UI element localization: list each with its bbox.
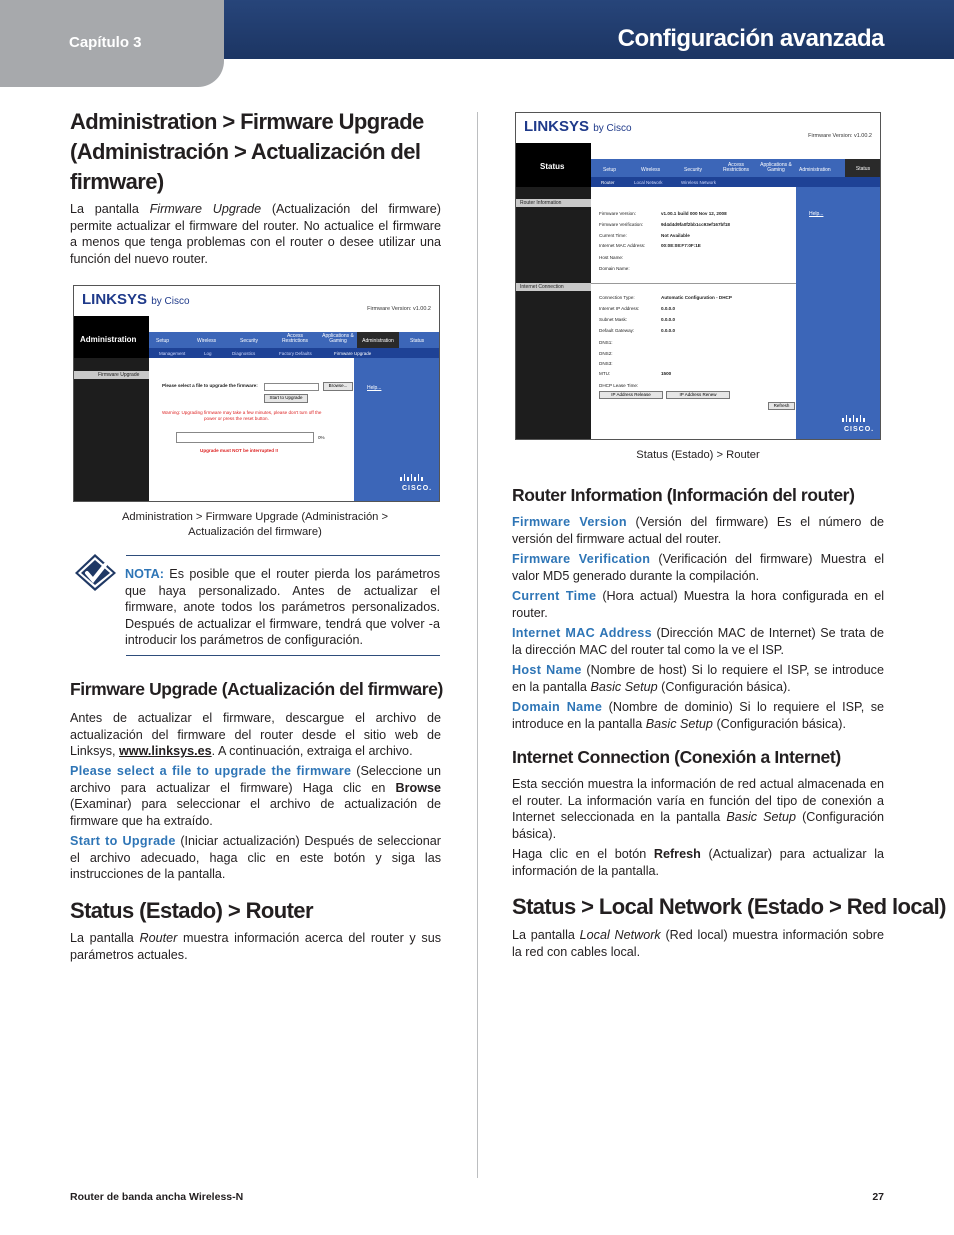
row-ip-value: 0.0.0.0	[661, 306, 676, 311]
linksys-logo: LINKSYS by Cisco	[82, 291, 190, 308]
cisco-bars-icon	[400, 474, 423, 481]
row-fw-version-label: Firmware Version:	[599, 211, 637, 216]
note-rule-bottom	[126, 655, 440, 656]
warning-line-1: Warning: Upgrading firmware may take a few minutes, please don't turn off the	[162, 410, 322, 415]
heading-firmware-upgrade: Firmware Upgrade (Actualización del firmware)	[70, 679, 443, 699]
cisco-bars-icon-2	[842, 415, 865, 422]
ip-release-button[interactable]: IP Address Release	[599, 391, 663, 399]
tab-wireless-2[interactable]: Wireless	[641, 167, 661, 173]
side-header-router-info: Router Information	[516, 199, 591, 207]
row-lease-label: DHCP Lease Time:	[599, 383, 639, 388]
para-current-time: Current Time (Hora actual) Muestra la hora configurada en el router.	[512, 589, 884, 620]
row-fw-version-value: v1.00.1 build 000 Nov 12, 2008	[661, 211, 727, 216]
tab-applications-gaming-2[interactable]: Applications & Gaming	[760, 162, 792, 173]
linksys-logo-2: LINKSYS by Cisco	[524, 118, 632, 135]
warning-line-3: Upgrade must NOT be interrupted !!	[200, 448, 279, 453]
para-admin-intro: La pantalla Firmware Upgrade (Actualización del firmware) permite actualizar el firmware del router. No actualice el firmware a menos que tenga problemas con el router o desee utilizar una función del nuevo router.	[70, 202, 441, 266]
header-title: Configuración avanzada	[617, 25, 884, 52]
para-domain-name: Domain Name (Nombre de dominio) Si lo requiere el ISP, se introduce en la pantalla Basic Setup (Configuración básica).	[512, 700, 885, 731]
row-host-label: Host Name:	[599, 255, 624, 260]
ip-renew-button[interactable]: IP Address Renew	[666, 391, 730, 399]
row-fw-verification-value: 9d4d4d9fa0f2bb1cc93ef167bf18	[661, 222, 730, 227]
tab-applications-gaming[interactable]: Applications & Gaming	[322, 333, 354, 344]
row-mtu-label: MTU:	[599, 371, 611, 376]
tab-setup[interactable]: Setup	[156, 338, 170, 344]
refresh-button[interactable]: Refresh	[768, 402, 795, 410]
cisco-logo: CISCO.	[402, 485, 433, 492]
tab-access-restrictions[interactable]: Access Restrictions	[281, 333, 309, 344]
row-conn-type-value: Automatic Configuration - DHCP	[661, 295, 732, 300]
browse-button[interactable]: Browse...	[323, 382, 353, 391]
row-mac-value: 00:0E:08:F7:0F:1E	[661, 243, 701, 248]
subtab-local-network[interactable]: Local Network	[634, 180, 663, 185]
row-mac-label: Internet MAC Address:	[599, 243, 646, 248]
tab-status-2[interactable]: Status	[845, 159, 881, 177]
progress-percent: 0%	[318, 435, 325, 440]
row-dns2-label: DNS2:	[599, 351, 613, 356]
footer-product: Router de banda ancha Wireless-N	[70, 1191, 244, 1203]
para-refresh: Haga clic en el botón Refresh (Actualizar) para actualizar la información de la pantalla.	[512, 847, 884, 878]
subtab-firmware-upgrade[interactable]: Firmware Upgrade	[334, 351, 372, 356]
start-upgrade-button[interactable]: Start to Upgrade	[264, 394, 308, 403]
screenshot-firmware-upgrade	[73, 285, 440, 502]
select-file-label: Please select a file to upgrade the firmware:	[162, 383, 258, 388]
column-divider	[477, 112, 478, 1178]
help-link[interactable]: Help...	[367, 385, 382, 391]
linksys-link[interactable]: www.linksys.es	[119, 744, 212, 758]
row-mask-value: 0.0.0.0	[661, 317, 676, 322]
para-internet-connection: Esta sección muestra la información de red actual almacenada en el router. La información varía en función del tipo de conexión a Internet seleccionada en la pantalla Basic Setup (Configuración básica).	[512, 777, 884, 841]
subtab-log[interactable]: Log	[204, 351, 212, 356]
row-dns1-label: DNS1:	[599, 340, 613, 345]
tab-status[interactable]: Status	[410, 338, 425, 344]
row-gateway-label: Default Gateway:	[599, 328, 635, 333]
subtab-factory-defaults[interactable]: Factory Defaults	[279, 351, 312, 356]
page-number: 27	[872, 1191, 884, 1203]
progress-bar	[176, 432, 314, 443]
tab-administration[interactable]: Administration	[357, 332, 399, 348]
checkmark-note-icon	[73, 553, 118, 592]
para-local-network: La pantalla Local Network (Red local) muestra información sobre la red con cables local.	[512, 928, 885, 959]
para-firmware-verification: Firmware Verification (Verificación del firmware) Muestra el valor MD5 generado durante la compilación.	[512, 552, 884, 583]
para-status-router: La pantalla Router muestra información acerca del router y sus parámetros actuales.	[70, 931, 442, 962]
section-title-2: Status	[516, 143, 591, 187]
file-input[interactable]	[264, 383, 319, 391]
side-header: Firmware Upgrade	[74, 371, 149, 379]
row-current-time-value: Not Available	[661, 233, 690, 238]
cisco-logo-2: CISCO.	[844, 426, 875, 433]
row-mtu-value: 1500	[661, 371, 672, 376]
subtab-wireless-network[interactable]: Wireless Network	[681, 180, 717, 185]
row-conn-type-label: Connection Type:	[599, 295, 635, 300]
para-select-file: Please select a file to upgrade the firmware (Seleccione un archivo para actualizar el firmware) Haga clic en Browse (Examinar) para seleccionar el archivo de actualización de firmware que ha extraído.	[70, 764, 441, 828]
subtab-router[interactable]: Router	[601, 180, 615, 185]
tab-administration-2[interactable]: Administration	[799, 167, 831, 173]
tab-wireless[interactable]: Wireless	[197, 338, 217, 344]
tab-security-2[interactable]: Security	[684, 167, 703, 173]
firmware-version-label: Firmware Version: v1.00.2	[367, 306, 431, 312]
note-text: NOTA: Es posible que el router pierda los parámetros que haya personalizado. Antes de actualizar el firmware, anote todos los parámetros personalizados. Después de actualizar el firmware, tendrá que volver -a introducir los parámetros de configuración.	[125, 567, 440, 647]
caption-status-router: Status (Estado) > Router	[636, 449, 760, 461]
note-rule-top	[126, 555, 440, 556]
caption-firmware-upgrade: Administration > Firmware Upgrade (Administración > Actualización del firmware)	[121, 511, 389, 538]
chapter-label: Capítulo 3	[69, 34, 142, 51]
row-gateway-value: 0.0.0.0	[661, 328, 676, 333]
heading-status-router: Status (Estado) > Router	[70, 898, 313, 923]
heading-admin-firmware: Administration > Firmware Upgrade (Administración > Actualización del firmware)	[70, 109, 424, 194]
tab-security[interactable]: Security	[240, 338, 259, 344]
help-link-2[interactable]: Help...	[809, 211, 824, 217]
row-current-time-label: Current Time:	[599, 233, 627, 238]
heading-local-network: Status > Local Network (Estado > Red local)	[512, 894, 946, 919]
warning-line-2: power or press the reset button.	[204, 416, 269, 421]
para-firmware-download: Antes de actualizar el firmware, descargue el archivo de actualización del firmware del router desde el sitio web de Linksys, www.linksys.es. A continuación, extraiga el archivo.	[70, 711, 441, 758]
screenshot-status-router	[515, 112, 881, 440]
row-ip-label: Internet IP Address:	[599, 306, 640, 311]
side-header-internet: Internet Connection	[516, 283, 591, 291]
subtab-management[interactable]: Management	[159, 351, 186, 356]
row-mask-label: Subnet Mask:	[599, 317, 628, 322]
row-dns3-label: DNS3:	[599, 361, 613, 366]
section-title: Administration	[74, 316, 149, 358]
tab-access-restrictions-2[interactable]: Access Restrictions	[722, 162, 750, 173]
firmware-version-label-2: Firmware Version: v1.00.2	[808, 133, 872, 139]
row-fw-verification-label: Firmware Verification:	[599, 222, 644, 227]
para-mac-address: Internet MAC Address (Dirección MAC de Internet) Se trata de la dirección MAC del router tal como la ve el ISP.	[512, 626, 884, 657]
para-host-name: Host Name (Nombre de host) Si lo requiere el ISP, se introduce en la pantalla Basic Setup (Configuración básica).	[512, 663, 884, 694]
tab-setup-2[interactable]: Setup	[603, 167, 617, 173]
para-start-upgrade: Start to Upgrade (Iniciar actualización) Después de seleccionar el archivo adecuado, haga clic en este botón y siga las instrucciones de la pantalla.	[70, 834, 441, 881]
heading-internet-connection: Internet Connection (Conexión a Internet)	[512, 747, 841, 767]
heading-router-information: Router Information (Información del router)	[512, 485, 855, 505]
row-domain-label: Domain Name:	[599, 266, 630, 271]
subtab-diagnostics[interactable]: Diagnostics	[232, 351, 256, 356]
para-firmware-version: Firmware Version (Versión del firmware) Es el número de versión del firmware actual del router.	[512, 515, 884, 546]
